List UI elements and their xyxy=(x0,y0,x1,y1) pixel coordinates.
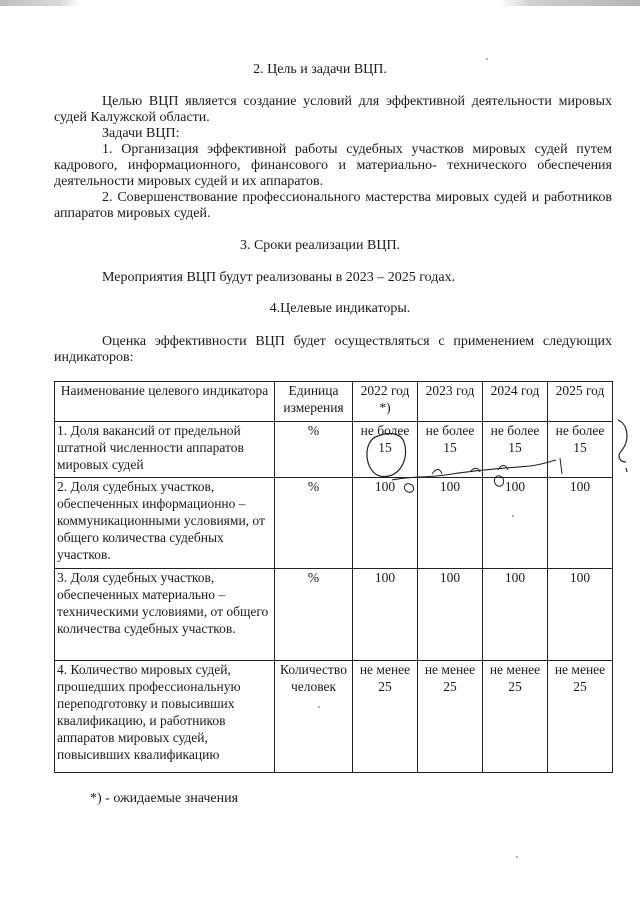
header-indicator-name: Наименование целевого индикатора xyxy=(55,382,275,422)
section-2-title: 2. Цель и задачи ВЦП. xyxy=(253,62,387,77)
row-1-2025: не более 15 xyxy=(548,422,613,478)
scan-speck xyxy=(516,856,518,858)
header-2024: 2024 год xyxy=(483,382,548,422)
row-1-name: 1. Доля вакансий от предельной штатной численности аппаратов мировых судей xyxy=(55,422,275,478)
footnote: *) - ожидаемые значения xyxy=(90,791,239,806)
row-3-name: 3. Доля судебных участков, обеспеченных материально – техническими условиями, от общего количества судебных участков. xyxy=(55,569,275,661)
header-2023: 2023 год xyxy=(418,382,483,422)
row-4-2023: не менее 25 xyxy=(418,661,483,773)
row-1-2023: не более 15 xyxy=(418,422,483,478)
row-1-unit: % xyxy=(275,422,353,478)
row-4-2025: не менее 25 xyxy=(548,661,613,773)
indicators-table xyxy=(54,381,613,773)
table-row xyxy=(55,422,613,478)
row-3-2023: 100 xyxy=(418,569,483,661)
task-2-paragraph: 2. Совершенствование профессионального мастерства мировых судей и работников аппаратов мировых судей. xyxy=(54,190,612,221)
row-2-2024: 100 xyxy=(483,478,548,569)
row-3-2025: 100 xyxy=(548,569,613,661)
row-2-2022: 100 xyxy=(353,478,418,569)
scan-edge xyxy=(0,0,640,6)
row-4-2022: не менее 25 xyxy=(353,661,418,773)
row-1-2022: не более 15 xyxy=(353,422,418,478)
table-row xyxy=(55,478,613,569)
row-2-2023: 100 xyxy=(418,478,483,569)
row-4-name: 4. Количество мировых судей, прошедших профессиональную переподготовку и повысивших квалификацию, и работников аппаратов мировых судей, повысивших квалификацию xyxy=(55,661,275,773)
row-2-2025: 100 xyxy=(548,478,613,569)
scan-speck xyxy=(512,515,514,517)
row-3-2024: 100 xyxy=(483,569,548,661)
timeline-paragraph: Мероприятия ВЦП будут реализованы в 2023 – 2025 годах. xyxy=(102,270,456,285)
row-1-2024: не более 15 xyxy=(483,422,548,478)
row-3-2022: 100 xyxy=(353,569,418,661)
row-4-unit: Количество человек xyxy=(275,661,353,773)
row-4-2024: не менее 25 xyxy=(483,661,548,773)
table-header-row xyxy=(55,382,613,422)
section-3-title: 3. Сроки реализации ВЦП. xyxy=(239,238,401,253)
indicators-intro: Оценка эффективности ВЦП будет осуществляться с применением следующих индикаторов: xyxy=(54,334,612,365)
section-4-title: 4.Целевые индикаторы. xyxy=(269,301,411,316)
scan-speck xyxy=(486,58,488,60)
table-row xyxy=(55,569,613,661)
header-unit: Единица измерения xyxy=(275,382,353,422)
scan-speck xyxy=(318,706,320,708)
header-2025: 2025 год xyxy=(548,382,613,422)
header-2022: 2022 год *) xyxy=(353,382,418,422)
row-2-name: 2. Доля судебных участков, обеспеченных информационно – коммуникационными условиями, от общего количества судебных участков. xyxy=(55,478,275,569)
row-2-unit: % xyxy=(275,478,353,569)
table-row xyxy=(55,661,613,773)
tasks-label: Задачи ВЦП: xyxy=(102,126,180,141)
task-1-paragraph: 1. Организация эффективной работы судебных участков мировых судей путем кадрового, информационного, финансового и материально- технического обеспечения деятельности мировых судей и их аппаратов. xyxy=(54,142,612,189)
row-3-unit: % xyxy=(275,569,353,661)
goal-paragraph: Целью ВЦП является создание условий для эффективной деятельности мировых судей Калужской области. xyxy=(54,94,612,125)
